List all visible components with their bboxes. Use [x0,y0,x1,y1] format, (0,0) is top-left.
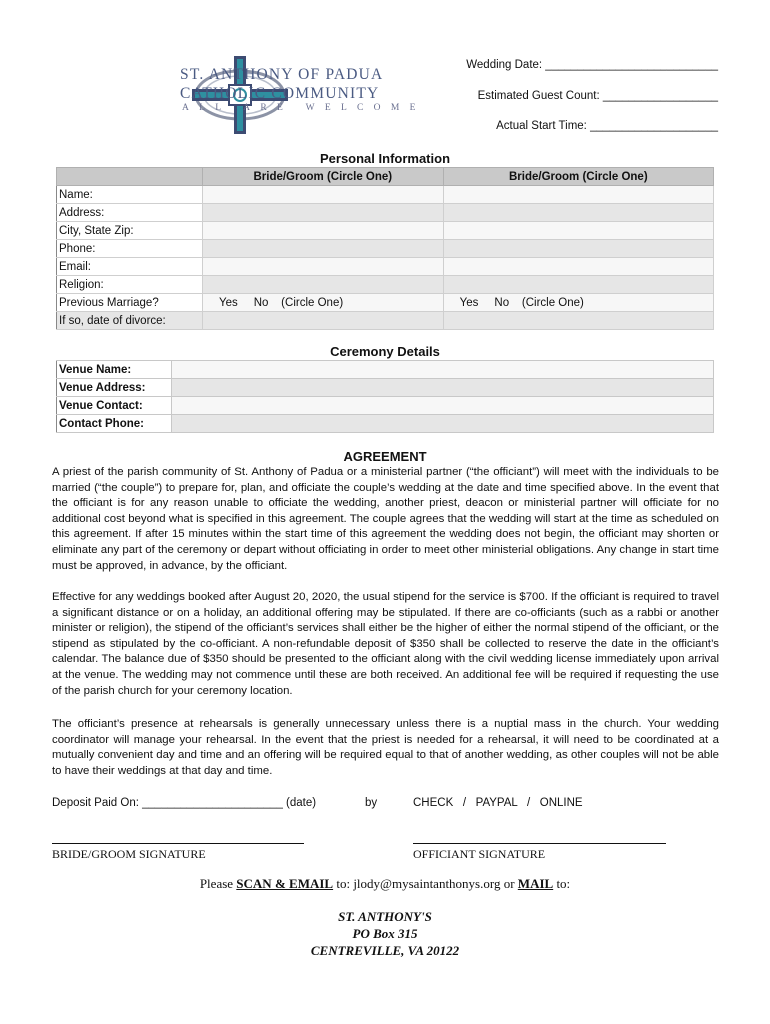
divorce-date-field-1[interactable] [202,312,443,330]
address-line2: PO Box 315 [352,926,418,941]
venue-name-field[interactable] [172,361,714,379]
guest-count-field[interactable]: Estimated Guest Count: __________________ [477,90,718,102]
payment-method-options[interactable]: CHECK / PAYPAL / ONLINE [413,797,583,809]
name-field-2[interactable] [443,186,713,204]
personal-info-table [56,167,714,330]
logo-title-line1: ST. ANTHONY OF PADUA [180,66,384,83]
address-line1: ST. ANTHONY'S [338,909,432,924]
row-label: Contact Phone: [57,415,172,433]
contact-phone-field[interactable] [172,415,714,433]
col-header-1: Bride/Groom (Circle One) [202,168,443,186]
agreement-paragraph: Effective for any weddings booked after August 20, 2020, the usual stipend for the service is $700. If the officiant is required to travel a significant distance or on a holiday, an additional offering may be stipulated. If there are co-officiants (such as a rabbi or another minister or religion), the stipend of the officiant’s services shall either be the higher of either the normal stipend of the officiant, or the stipend as stipulated by the co-officiant. A non-refundable deposit of $350 shall be collected to reserve the date in the officiant’s calendar. The balance due of $350 should be presented to the officiant along with the civil wedding license immediately upon arrival at the venue. The wedding may not commence until these are both received. An additional fee will be required if requesting the use of the parish church for your ceremony location. [52,591,719,697]
logo-title-line2: CATHOLIC COMMUNITY [180,85,380,102]
row-label: Venue Contact: [57,397,172,415]
row-label: Email: [57,258,203,276]
row-label: City, State Zip: [57,222,203,240]
row-label: If so, date of divorce: [57,312,203,330]
venue-contact-field[interactable] [172,397,714,415]
mail-text: MAIL [517,876,554,891]
row-label: Religion: [57,276,203,294]
phone-field-1[interactable] [202,240,443,258]
religion-field-2[interactable] [443,276,713,294]
email-field-2[interactable] [443,258,713,276]
ceremony-details-title: Ceremony Details [330,344,440,359]
agreement-title: AGREEMENT [343,449,427,464]
phone-field-2[interactable] [443,240,713,258]
religion-field-1[interactable] [202,276,443,294]
logo-tagline: ALL ARE WELCOME [182,103,426,113]
agreement-paragraph: A priest of the parish community of St. Anthony of Padua or a ministerial partner (“the officiant”) will meet with the individuals to be married (“the couple”) to prepare for, plan, and officiate the couple’s wedding at the date and time specified above. In the event that the officiant is for any reason unable to officiate the wedding, another priest, deacon or ministerial partner will officiate for no additional cost beyond what is specified in this agreement. The couple agrees that the wedding will start at the time as scheduled on this agreement. If after 15 minutes within the start time of this agreement the wedding does not begin, the officiant may shorten or eliminate any part of the ceremony or depart without officiating in order to meet other ministerial obligations. Any change in start time must be approved, in advance, by the officiant. [52,466,719,572]
divorce-date-field-2[interactable] [443,312,713,330]
agreement-paragraph: The officiant’s presence at rehearsals is generally unnecessary unless there is a nuptial mass in the church. Your wedding coordinator will manage your rehearsal. In the event that the priest is needed for a rehearsal, it will need to be coordinated at a mutually convenient day and time and an offering will be required equal to that of another wedding, as other couples will not be able to have their weddings at that day and time. [52,718,719,777]
name-field-1[interactable] [202,186,443,204]
email-address-text: to: jlody@mysaintanthonys.org or [336,876,515,891]
row-label: Previous Marriage? [57,294,203,312]
bride-groom-signature-line[interactable] [52,843,304,844]
send-instructions [0,876,770,892]
row-label: Name: [57,186,203,204]
venue-address-field[interactable] [172,379,714,397]
deposit-by-label: by [365,797,378,809]
city-field-2[interactable] [443,222,713,240]
bride-groom-signature-label: BRIDE/GROOM SIGNATURE [52,847,206,861]
deposit-date-field[interactable]: Deposit Paid On: ______________________ (date) [52,797,317,809]
start-time-field[interactable]: Actual Start Time: ____________________ [496,120,718,132]
address-line3: CENTREVILLE, VA 20122 [310,943,460,958]
col-header-2: Bride/Groom (Circle One) [443,168,713,186]
row-label: Venue Name: [57,361,172,379]
officiant-signature-line[interactable] [413,843,666,844]
previous-marriage-field-1[interactable]: Yes No (Circle One) [202,294,443,312]
row-label: Phone: [57,240,203,258]
ceremony-details-table [56,360,714,433]
address-field-2[interactable] [443,204,713,222]
email-field-1[interactable] [202,258,443,276]
to-text: to: [556,876,571,891]
city-field-1[interactable] [202,222,443,240]
please-text: Please [199,876,234,891]
address-field-1[interactable] [202,204,443,222]
row-label: Venue Address: [57,379,172,397]
row-label: Address: [57,204,203,222]
wedding-date-field[interactable]: Wedding Date: ___________________________ [466,59,718,71]
officiant-signature-label: OFFICIANT SIGNATURE [413,847,546,861]
previous-marriage-field-2[interactable]: Yes No (Circle One) [443,294,713,312]
personal-info-title: Personal Information [319,151,451,166]
header-blank [57,168,203,186]
scan-email-text: SCAN & EMAIL [236,876,334,891]
